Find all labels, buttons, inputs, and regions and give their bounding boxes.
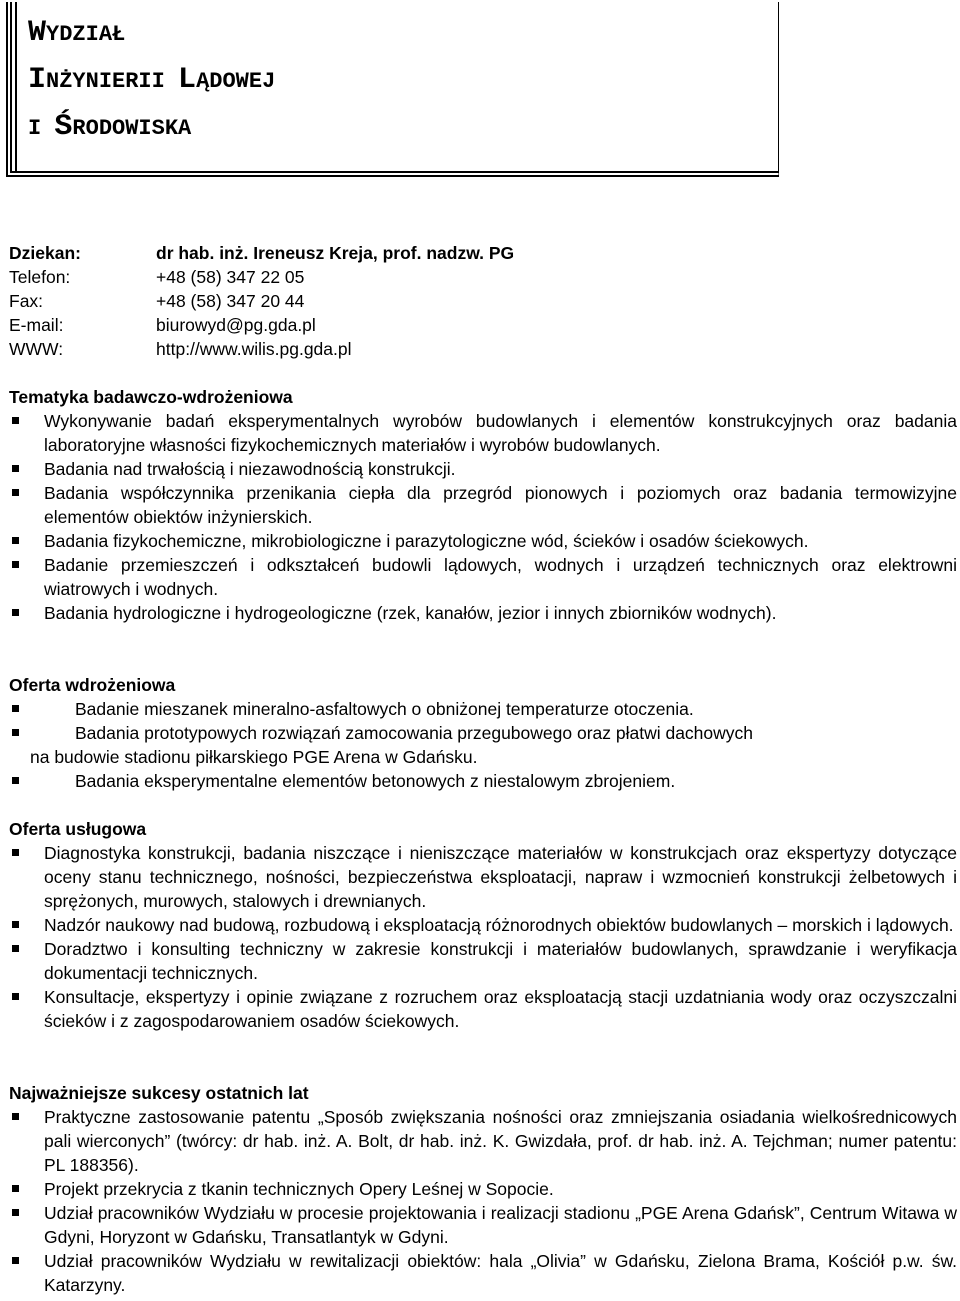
list-item-continuation: na budowie stadionu piłkarskiego PGE Arena w Gdańsku. [30,747,478,767]
section-heading: Oferta wdrożeniowa [9,675,176,695]
section-heading: Oferta usługowa [9,819,147,839]
list-item: Badanie przemieszczeń i odkształceń budowli lądowych, wodnych i urządzeń technicznych oraz elektrowni wiatrowych i wodnych. [9,553,957,601]
title-text: ĄDOWEJ [196,69,276,94]
contact-label: WWW: [9,339,64,359]
phone-row [9,265,514,289]
successes-list [9,1105,957,1297]
list-item: Badania nad trwałością i niezawodnością konstrukcji. [9,457,957,481]
title-initial: Ś [54,110,73,144]
list-item: Doradztwo i konsulting techniczny w zakresie konstrukcji i materiałów budowlanych, sprawdzanie i weryfikacja dokumentacji technicznych. [9,937,957,985]
title-line-3 [28,104,275,151]
list-item: Diagnostyka konstrukcji, badania niszczące i nieniszczące materiałów w konstrukcjach oraz ekspertyzy dotyczące oceny stanu technicznego, nośności, bezpieczeństwa eksploatacji, napraw i wzmocnień konstrukcji żelbetowych i sprężonych, murowych, stalowych i drewnianych. [9,841,957,913]
list-item: Badania fizykochemiczne, mikrobiologiczne i parazytologiczne wód, ścieków i osadów ściekowych. [9,529,957,553]
contact-label: Fax: [9,291,44,311]
email-row [9,313,514,337]
list-item: Projekt przekrycia z tkanin technicznych Opery Leśnej w Sopocie. [9,1177,957,1201]
fax-row [9,289,514,313]
title-text: YDZIAŁ [46,22,126,47]
list-item: Konsultacje, ekspertyzy i opinie związane z rozruchem oraz eksploatacją stacji uzdatniania wody oraz oczyszczalni ścieków i z zagospodarowaniem osadów ściekowych. [9,985,957,1033]
title-initial: L [178,63,197,97]
research-list [9,409,957,625]
list-item: Praktyczne zastosowanie patentu „Sposób zwiększania nośności oraz zmniejszania osiadania wielkośrednicowych pali wierconych” (twórcy: dr hab. inż. A. Bolt, dr hab. inż. K. Gwizdała, prof. dr hab. inż. A. Tejchman; numer patentu: PL 188356). [9,1105,957,1177]
list-item [9,721,957,769]
list-item [9,769,957,793]
section-heading: Tematyka badawczo-wdrożeniowa [9,387,293,407]
faculty-title-box [6,2,779,177]
contact-value: +48 (58) 347 20 44 [156,291,305,311]
research-section [9,385,957,625]
list-item-text: Badania eksperymentalne elementów betonowych z niestalowym zbrojeniem. [75,771,676,791]
title-text: RODOWISKA [72,116,192,141]
faculty-title [28,10,275,151]
title-initial: I [28,63,47,97]
contact-value: +48 (58) 347 22 05 [156,267,305,287]
list-item: Udział pracowników Wydziału w procesie projektowania i realizacji stadionu „PGE Arena Gdańsk”, Centrum Witawa w Gdyni, Horyzont w Gdańsku, Transatlantyk w Gdyni. [9,1201,957,1249]
contact-value: http://www.wilis.pg.gda.pl [156,339,352,359]
list-item [9,697,957,721]
list-item: Badania hydrologiczne i hydrogeologiczne (rzek, kanałów, jezior i innych zbiorników wodnych). [9,601,957,625]
contact-value: biurowyd@pg.gda.pl [156,315,316,335]
list-item: Nadzór naukowy nad budową, rozbudową i eksploatacją różnorodnych obiektów budowlanych – morskich i lądowych. [9,913,957,937]
title-text: NŻYNIERII [46,69,179,94]
list-item: Wykonywanie badań eksperymentalnych wyrobów budowlanych i elementów konstrukcyjnych oraz badania laboratoryjne własności fizykochemicznych materiałów i wyrobów budowlanych. [9,409,957,457]
contact-label: Dziekan: [9,243,81,263]
list-item-text: Badanie mieszanek mineralno-asfaltowych o obniżonej temperaturze otoczenia. [75,699,694,719]
contact-label: Telefon: [9,267,71,287]
www-row [9,337,514,361]
title-initial: W [28,16,47,50]
services-section [9,817,957,1033]
contact-label: E-mail: [9,315,64,335]
section-heading: Najważniejsze sukcesy ostatnich lat [9,1083,309,1103]
implementation-list [9,697,957,793]
list-item: Udział pracowników Wydziału w rewitalizacji obiektów: hala „Olivia” w Gdańsku, Zielona Brama, Kościół p.w. św. Katarzyny. [9,1249,957,1297]
title-line-2 [28,57,275,104]
list-item-text: Badania prototypowych rozwiązań zamocowania przegubowego oraz płatwi dachowych [75,723,754,743]
contact-value: dr hab. inż. Ireneusz Kreja, prof. nadzw. PG [156,243,515,263]
successes-section [9,1081,957,1297]
dean-row [9,241,514,265]
contact-info [9,241,514,361]
services-list [9,841,957,1033]
title-line-1 [28,10,275,57]
title-text: I [28,116,55,141]
list-item: Badania współczynnika przenikania ciepła dla przegród pionowych i poziomych oraz badania termowizyjne elementów obiektów inżynierskich. [9,481,957,529]
implementation-section [9,673,957,793]
